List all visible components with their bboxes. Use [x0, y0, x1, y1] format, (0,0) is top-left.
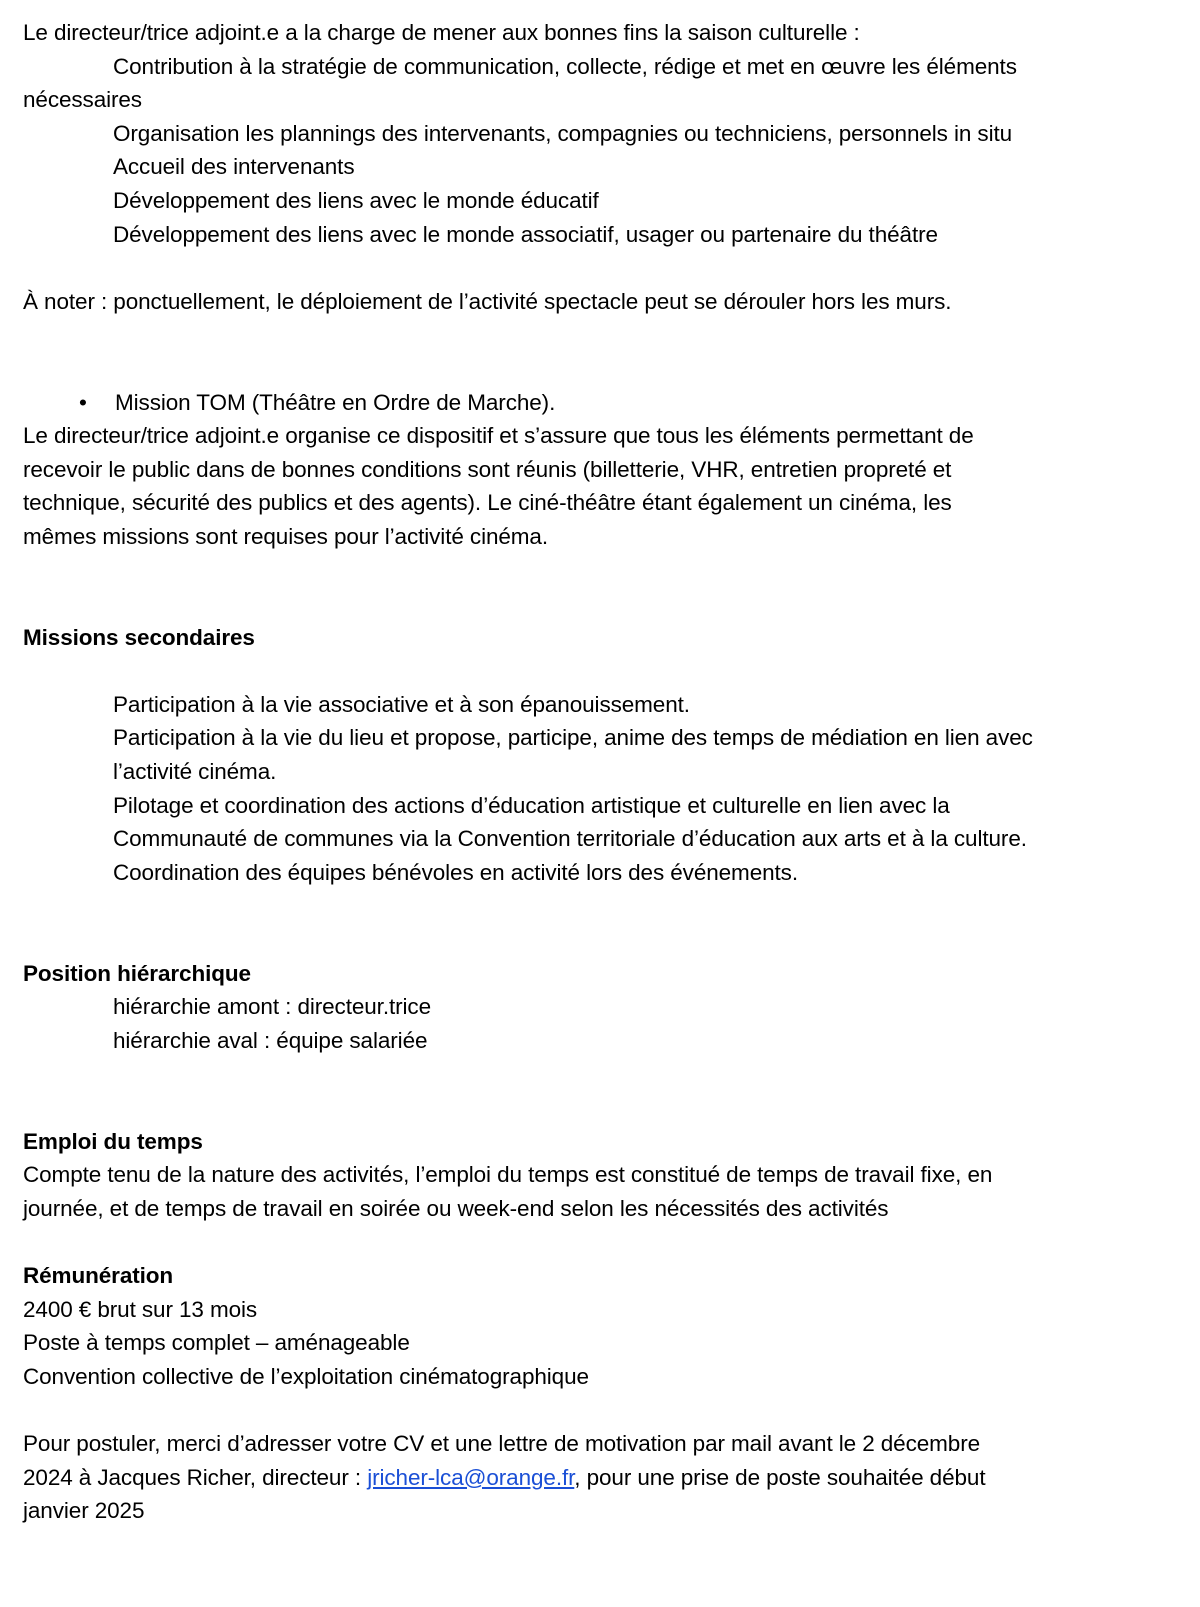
secondary-item: Participation à la vie associative et à son épanouissement. [113, 691, 690, 717]
secondary-item: Pilotage et coordination des actions d’éducation artistique et culturelle en lien avec la [113, 792, 950, 818]
tom-bullet-item [23, 386, 1183, 420]
intro-item-continuation: nécessaires [23, 87, 142, 113]
secondary-item: Participation à la vie du lieu et propose, participe, anime des temps de médiation en lien avec [113, 725, 1033, 751]
hierarchy-heading: Position hiérarchique [23, 960, 251, 986]
secondary-item: l’activité cinéma. [113, 759, 277, 785]
apply-text: , pour une prise de poste souhaitée début [574, 1464, 986, 1490]
apply-line: Pour postuler, merci d’adresser votre CV et une lettre de motivation par mail avant le 2 décembre [23, 1430, 981, 1456]
apply-line [23, 1461, 1183, 1495]
apply-line: janvier 2025 [23, 1498, 145, 1524]
secondary-item: Communauté de communes via la Convention territoriale d’éducation aux arts et à la culture. [113, 826, 1027, 852]
bullet-icon: • [79, 389, 87, 415]
spacer [23, 554, 1183, 588]
tom-paragraph-line: Le directeur/trice adjoint.e organise ce dispositif et s’assure que tous les éléments permettant de [23, 423, 974, 449]
spacer [23, 1225, 1183, 1259]
schedule-line: journée, et de temps de travail en soirée ou week-end selon les nécessités des activités [23, 1195, 889, 1221]
spacer [23, 1091, 1183, 1125]
pay-line: Convention collective de l’exploitation cinématographique [23, 1363, 589, 1389]
secondary-item: Coordination des équipes bénévoles en activité lors des événements. [113, 859, 798, 885]
schedule-heading: Emploi du temps [23, 1128, 203, 1154]
intro-lead: Le directeur/trice adjoint.e a la charge de mener aux bonnes fins la saison culturelle : [23, 20, 860, 45]
spacer [23, 1393, 1183, 1427]
intro-item: Contribution à la stratégie de communication, collecte, rédige et met en œuvre les éléments [113, 53, 1017, 79]
tom-title: Mission TOM (Théâtre en Ordre de Marche). [115, 389, 556, 415]
spacer [23, 923, 1183, 957]
intro-item: Développement des liens avec le monde associatif, usager ou partenaire du théâtre [113, 221, 938, 247]
pay-heading: Rémunération [23, 1262, 174, 1288]
document-page [23, 16, 1183, 1528]
intro-item: Développement des liens avec le monde éducatif [113, 187, 599, 213]
pay-line: Poste à temps complet – aménageable [23, 1330, 410, 1356]
apply-text: 2024 à Jacques Richer, directeur : [23, 1464, 368, 1490]
intro-item: Accueil des intervenants [113, 154, 355, 180]
tom-paragraph-line: mêmes missions sont requises pour l’activité cinéma. [23, 523, 549, 549]
intro-note: À noter : ponctuellement, le déploiement de l’activité spectacle peut se dérouler hors les murs. [23, 288, 952, 314]
spacer [23, 1057, 1183, 1091]
spacer [23, 587, 1183, 621]
spacer [23, 251, 1183, 285]
tom-paragraph-line: technique, sécurité des publics et des agents). Le ciné-théâtre étant également un cinéma, les [23, 490, 952, 516]
spacer [23, 318, 1183, 352]
tom-paragraph-line: recevoir le public dans de bonnes conditions sont réunis (billetterie, VHR, entretien propreté et [23, 456, 952, 482]
schedule-line: Compte tenu de la nature des activités, l’emploi du temps est constitué de temps de travail fixe, en [23, 1162, 993, 1188]
secondary-heading: Missions secondaires [23, 624, 255, 650]
hierarchy-item: hiérarchie aval : équipe salariée [113, 1027, 428, 1053]
spacer [23, 889, 1183, 923]
pay-line: 2400 € brut sur 13 mois [23, 1296, 258, 1322]
hierarchy-item: hiérarchie amont : directeur.trice [113, 994, 431, 1020]
spacer [23, 654, 1183, 688]
spacer [23, 352, 1183, 386]
email-link[interactable]: jricher-lca@orange.fr [367, 1464, 575, 1490]
intro-item: Organisation les plannings des intervenants, compagnies ou techniciens, personnels in situ [113, 120, 1013, 146]
